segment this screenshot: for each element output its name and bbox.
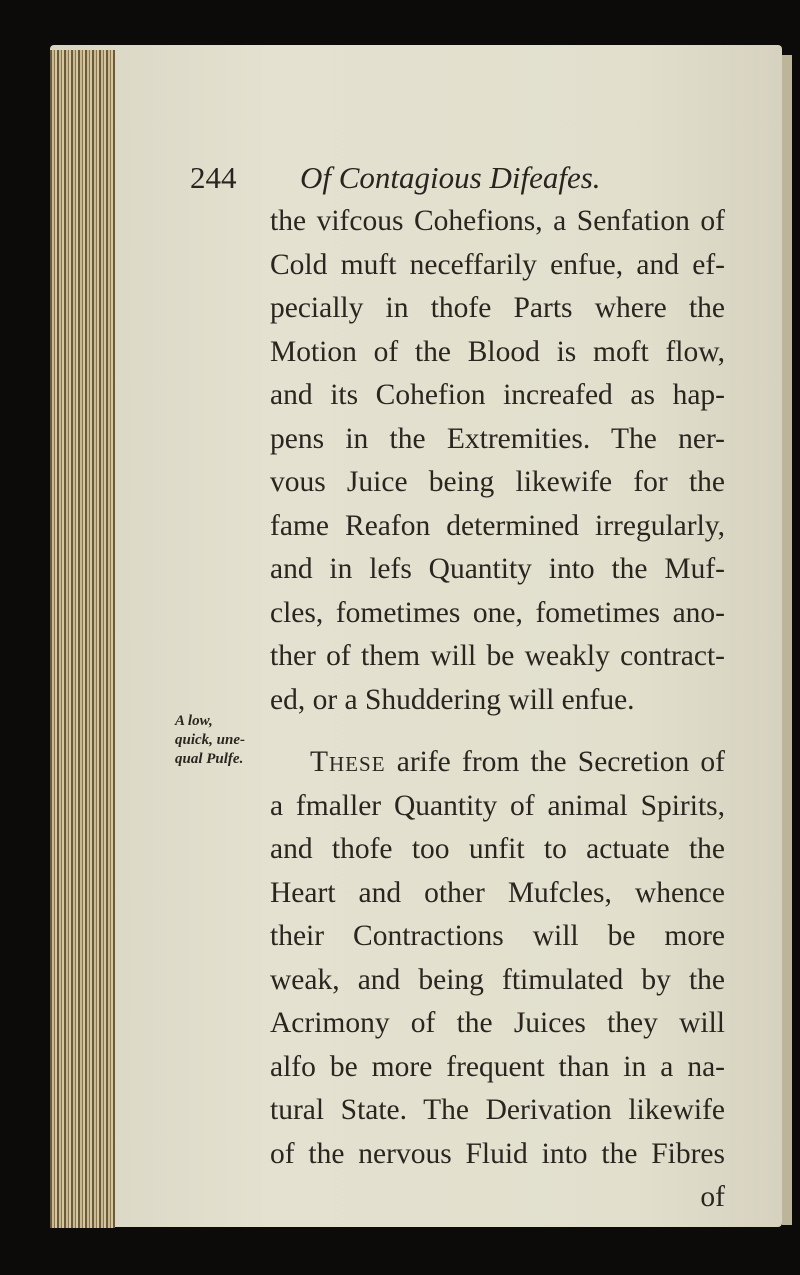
text-line: and its Cohefion increafed as hap- <box>270 379 725 411</box>
text-line: alfo be more frequent than in a na- <box>270 1050 725 1083</box>
text-line: and thofe too unfit to actuate the <box>270 833 725 865</box>
page-edges <box>50 50 115 1228</box>
text-line: Heart and other Mufcles, whence <box>270 876 725 909</box>
catchword: of <box>700 1181 725 1213</box>
text-line: their Contractions will be more <box>270 920 725 952</box>
margin-note-line: quick, une- <box>175 732 246 748</box>
text-line: tural State. The Derivation likewife <box>270 1094 725 1126</box>
text-line: the vifcous Cohefions, a Senfation of <box>270 205 725 237</box>
text-line: Acrimony of the Juices they will <box>270 1007 725 1039</box>
text-line: Motion of the Blood is moft flow, <box>270 335 725 368</box>
text-line: weak, and being ftimulated by the <box>270 963 725 996</box>
text-line: ther of them will be weakly contract- <box>270 640 725 672</box>
paragraph-2 <box>270 741 725 1220</box>
facing-page-edge <box>782 55 792 1225</box>
text-line: fame Reafon determined irregularly, <box>270 509 725 542</box>
text-line: pecially in thofe Parts where the <box>270 292 725 324</box>
text-line: pens in the Extremities. The ner- <box>270 422 725 455</box>
body-text <box>270 200 725 1220</box>
text-line: cles, fometimes one, fometimes ano- <box>270 596 725 629</box>
text-line: of the nervous Fluid into the Fibres <box>270 1137 725 1170</box>
paragraph-1 <box>270 200 725 722</box>
small-caps-opening: These <box>310 746 386 778</box>
text-line: Cold muft neceffarily enfue, and ef- <box>270 248 725 281</box>
margin-note-line: qual Pulfe. <box>175 751 244 767</box>
running-title: Of Contagious Difeafes. <box>300 160 601 195</box>
margin-note-line: A low, <box>175 713 213 729</box>
text-line: These arife from the Secretion of <box>310 746 725 778</box>
text-line: and in lefs Quantity into the Muf- <box>270 553 725 585</box>
page-number: 244 <box>190 160 237 195</box>
text-line: vous Juice being likewife for the <box>270 466 725 498</box>
text-line: ed, or a Shuddering will enfue. <box>270 683 635 716</box>
margin-note <box>175 712 245 769</box>
text-line: a fmaller Quantity of animal Spirits, <box>270 789 725 822</box>
